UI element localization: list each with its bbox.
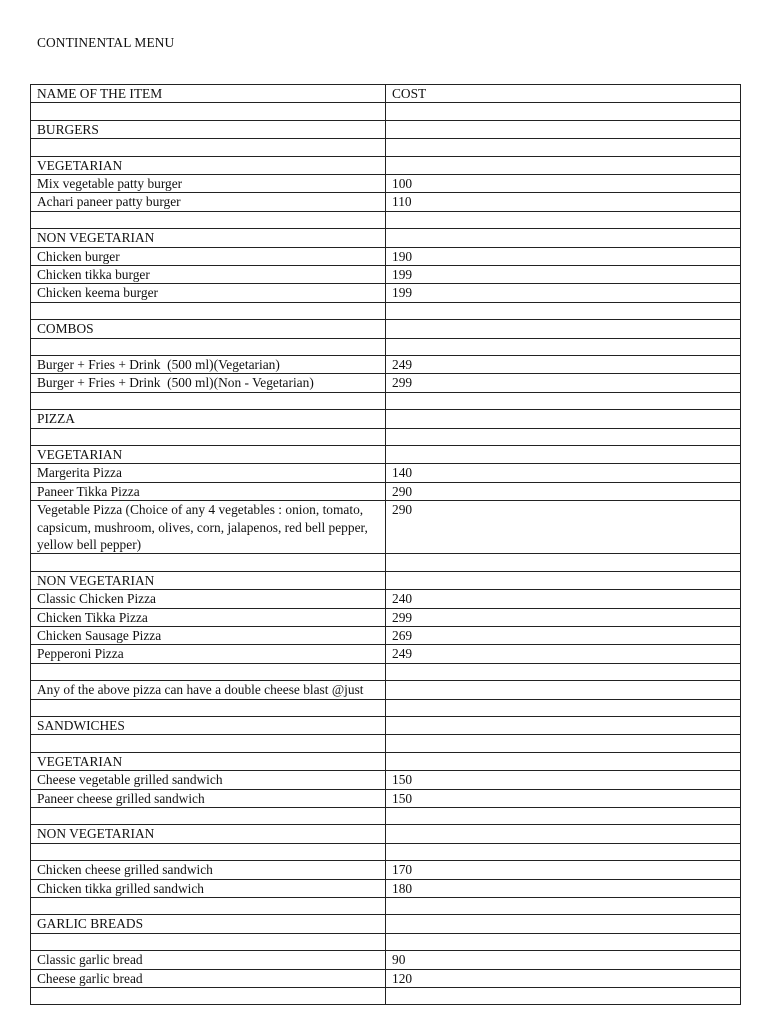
item-name-cell: NON VEGETARIAN bbox=[31, 229, 386, 247]
item-cost-cell: 170 bbox=[386, 861, 741, 879]
item-cost-cell bbox=[386, 843, 741, 860]
table-row bbox=[31, 771, 741, 789]
table-row bbox=[31, 590, 741, 608]
item-cost-cell bbox=[386, 211, 741, 228]
item-cost-cell bbox=[386, 752, 741, 770]
item-name-cell: Classic garlic bread bbox=[31, 951, 386, 969]
header-cost: COST bbox=[386, 85, 741, 103]
table-row bbox=[31, 175, 741, 193]
table-row bbox=[31, 428, 741, 445]
item-name-cell: GARLIC BREADS bbox=[31, 915, 386, 933]
item-cost-cell: 150 bbox=[386, 789, 741, 807]
item-cost-cell bbox=[386, 338, 741, 355]
table-row bbox=[31, 211, 741, 228]
item-name-cell: VEGETARIAN bbox=[31, 752, 386, 770]
item-cost-cell bbox=[386, 446, 741, 464]
item-name-cell: PIZZA bbox=[31, 410, 386, 428]
item-name-cell: Classic Chicken Pizza bbox=[31, 590, 386, 608]
table-row bbox=[31, 752, 741, 770]
item-name-cell bbox=[31, 663, 386, 680]
item-cost-cell: 290 bbox=[386, 482, 741, 500]
table-row bbox=[31, 681, 741, 699]
item-name-cell bbox=[31, 338, 386, 355]
table-row bbox=[31, 446, 741, 464]
item-name-cell: Chicken Sausage Pizza bbox=[31, 627, 386, 645]
table-row bbox=[31, 699, 741, 716]
item-name-cell bbox=[31, 699, 386, 716]
item-cost-cell bbox=[386, 699, 741, 716]
item-name-cell bbox=[31, 843, 386, 860]
item-name-cell bbox=[31, 428, 386, 445]
item-name-cell bbox=[31, 988, 386, 1005]
item-name-cell: Vegetable Pizza (Choice of any 4 vegetables : onion, tomato, capsicum, mushroom, olives, corn, jalapenos, red bell pepper, yellow bell pepper) bbox=[31, 501, 386, 554]
item-cost-cell: 150 bbox=[386, 771, 741, 789]
item-name-cell bbox=[31, 898, 386, 915]
table-row bbox=[31, 969, 741, 987]
table-row bbox=[31, 663, 741, 680]
table-row bbox=[31, 717, 741, 735]
item-name-cell: Mix vegetable patty burger bbox=[31, 175, 386, 193]
item-name-cell: Cheese garlic bread bbox=[31, 969, 386, 987]
table-row bbox=[31, 156, 741, 174]
table-row bbox=[31, 338, 741, 355]
item-name-cell: Burger + Fries + Drink (500 ml)(Non - Vegetarian) bbox=[31, 374, 386, 392]
item-cost-cell bbox=[386, 988, 741, 1005]
item-cost-cell bbox=[386, 103, 741, 120]
item-name-cell: VEGETARIAN bbox=[31, 156, 386, 174]
item-cost-cell bbox=[386, 120, 741, 138]
item-name-cell: NON VEGETARIAN bbox=[31, 571, 386, 589]
item-name-cell bbox=[31, 392, 386, 409]
item-name-cell: SANDWICHES bbox=[31, 717, 386, 735]
item-name-cell: Margerita Pizza bbox=[31, 464, 386, 482]
document-title: CONTINENTAL MENU bbox=[37, 35, 175, 50]
table-row bbox=[31, 103, 741, 120]
item-name-cell bbox=[31, 211, 386, 228]
table-row bbox=[31, 988, 741, 1005]
table-row bbox=[31, 374, 741, 392]
item-cost-cell: 299 bbox=[386, 608, 741, 626]
table-row bbox=[31, 843, 741, 860]
item-name-cell: Chicken tikka grilled sandwich bbox=[31, 879, 386, 897]
item-name-cell: Chicken tikka burger bbox=[31, 266, 386, 284]
table-row bbox=[31, 284, 741, 302]
item-cost-cell: 100 bbox=[386, 175, 741, 193]
item-name-cell bbox=[31, 103, 386, 120]
item-cost-cell bbox=[386, 410, 741, 428]
table-row bbox=[31, 915, 741, 933]
table-row bbox=[31, 120, 741, 138]
item-cost-cell: 290 bbox=[386, 501, 741, 554]
table-row bbox=[31, 247, 741, 265]
table-row bbox=[31, 789, 741, 807]
item-name-cell: Cheese vegetable grilled sandwich bbox=[31, 771, 386, 789]
item-name-cell bbox=[31, 139, 386, 156]
table-row bbox=[31, 266, 741, 284]
item-name-cell: Chicken cheese grilled sandwich bbox=[31, 861, 386, 879]
item-name-cell: COMBOS bbox=[31, 320, 386, 338]
item-cost-cell: 269 bbox=[386, 627, 741, 645]
table-row bbox=[31, 645, 741, 663]
item-name-cell: BURGERS bbox=[31, 120, 386, 138]
item-name-cell: Paneer Tikka Pizza bbox=[31, 482, 386, 500]
table-row bbox=[31, 410, 741, 428]
item-cost-cell bbox=[386, 825, 741, 843]
table-row bbox=[31, 139, 741, 156]
item-name-cell: Chicken Tikka Pizza bbox=[31, 608, 386, 626]
item-cost-cell bbox=[386, 428, 741, 445]
table-row bbox=[31, 735, 741, 752]
table-row bbox=[31, 464, 741, 482]
item-name-cell: Achari paneer patty burger bbox=[31, 193, 386, 211]
item-cost-cell bbox=[386, 139, 741, 156]
item-cost-cell bbox=[386, 681, 741, 699]
item-cost-cell: 240 bbox=[386, 590, 741, 608]
item-name-cell bbox=[31, 302, 386, 319]
table-row bbox=[31, 482, 741, 500]
item-name-cell: Paneer cheese grilled sandwich bbox=[31, 789, 386, 807]
item-cost-cell: 249 bbox=[386, 645, 741, 663]
item-cost-cell: 90 bbox=[386, 951, 741, 969]
table-row bbox=[31, 229, 741, 247]
table-row bbox=[31, 951, 741, 969]
table-row bbox=[31, 320, 741, 338]
table-row bbox=[31, 808, 741, 825]
item-cost-cell bbox=[386, 933, 741, 950]
item-cost-cell bbox=[386, 229, 741, 247]
table-row bbox=[31, 554, 741, 571]
item-name-cell: Any of the above pizza can have a double cheese blast @just bbox=[31, 681, 386, 699]
item-name-cell bbox=[31, 735, 386, 752]
item-cost-cell bbox=[386, 302, 741, 319]
menu-table-body bbox=[31, 85, 741, 1005]
item-cost-cell: 249 bbox=[386, 356, 741, 374]
item-name-cell: NON VEGETARIAN bbox=[31, 825, 386, 843]
item-name-cell bbox=[31, 933, 386, 950]
item-cost-cell: 110 bbox=[386, 193, 741, 211]
item-cost-cell bbox=[386, 663, 741, 680]
item-name-cell: Burger + Fries + Drink (500 ml)(Vegetarian) bbox=[31, 356, 386, 374]
item-name-cell bbox=[31, 808, 386, 825]
item-name-cell: Chicken keema burger bbox=[31, 284, 386, 302]
item-cost-cell: 120 bbox=[386, 969, 741, 987]
item-cost-cell bbox=[386, 717, 741, 735]
item-name-cell bbox=[31, 554, 386, 571]
table-row bbox=[31, 302, 741, 319]
item-cost-cell bbox=[386, 571, 741, 589]
table-row bbox=[31, 879, 741, 897]
item-cost-cell bbox=[386, 156, 741, 174]
menu-table bbox=[30, 84, 741, 1005]
item-cost-cell: 199 bbox=[386, 284, 741, 302]
table-row bbox=[31, 933, 741, 950]
header-item-name: NAME OF THE ITEM bbox=[31, 85, 386, 103]
table-row bbox=[31, 861, 741, 879]
item-name-cell: VEGETARIAN bbox=[31, 446, 386, 464]
item-cost-cell: 180 bbox=[386, 879, 741, 897]
item-cost-cell: 140 bbox=[386, 464, 741, 482]
item-cost-cell: 299 bbox=[386, 374, 741, 392]
item-name-cell: Chicken burger bbox=[31, 247, 386, 265]
item-cost-cell: 190 bbox=[386, 247, 741, 265]
item-cost-cell bbox=[386, 735, 741, 752]
table-row bbox=[31, 571, 741, 589]
item-cost-cell bbox=[386, 915, 741, 933]
table-row bbox=[31, 898, 741, 915]
table-row bbox=[31, 356, 741, 374]
item-cost-cell bbox=[386, 898, 741, 915]
table-row bbox=[31, 627, 741, 645]
table-row bbox=[31, 501, 741, 554]
item-name-cell: Pepperoni Pizza bbox=[31, 645, 386, 663]
item-cost-cell bbox=[386, 392, 741, 409]
table-row bbox=[31, 392, 741, 409]
table-header-row bbox=[31, 85, 741, 103]
table-row bbox=[31, 193, 741, 211]
table-row bbox=[31, 608, 741, 626]
item-cost-cell bbox=[386, 320, 741, 338]
item-cost-cell: 199 bbox=[386, 266, 741, 284]
item-cost-cell bbox=[386, 808, 741, 825]
table-row bbox=[31, 825, 741, 843]
item-cost-cell bbox=[386, 554, 741, 571]
